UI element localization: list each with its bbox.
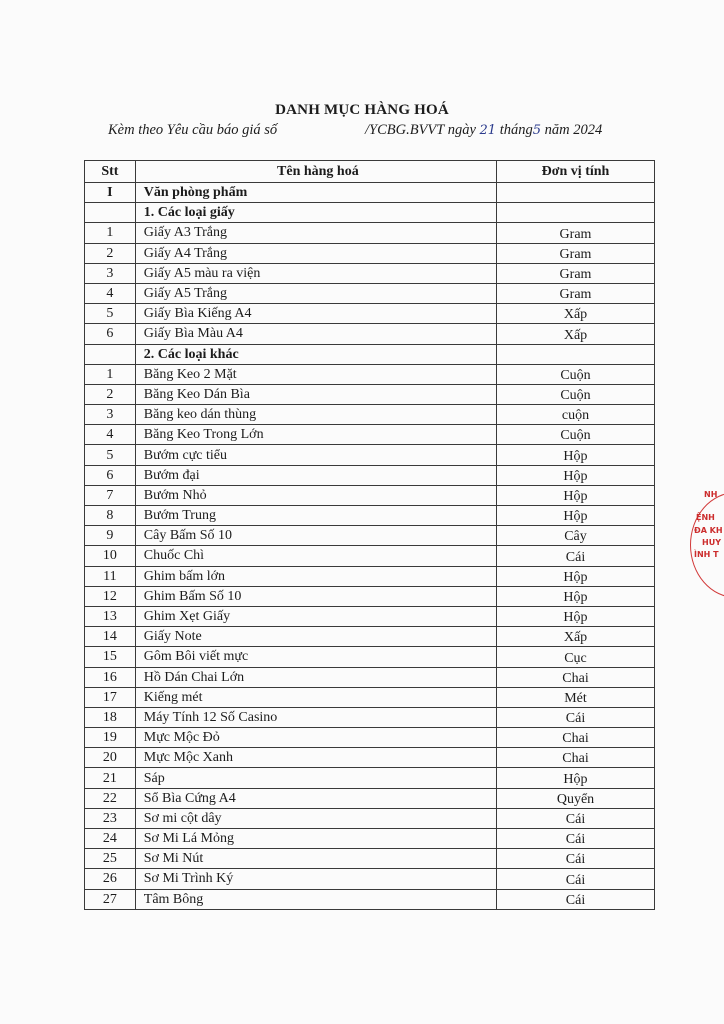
row-unit: Hộp (496, 768, 654, 788)
row-name: Giấy Note (135, 627, 496, 647)
row-stt: 2 (85, 243, 136, 263)
table-row (85, 829, 655, 849)
row-name: Giấy Bìa Màu A4 (135, 324, 496, 344)
row-stt: 24 (85, 829, 136, 849)
table-row (85, 283, 655, 303)
row-unit: Cái (496, 808, 654, 828)
table-row (85, 768, 655, 788)
row-stt: 10 (85, 546, 136, 566)
row-name: Mực Mộc Xanh (135, 748, 496, 768)
header-unit: Đơn vị tính (496, 161, 654, 183)
row-name: Giấy A3 Trắng (135, 223, 496, 243)
row-name: Gôm Bôi viết mực (135, 647, 496, 667)
handwritten-day: 21 (479, 123, 497, 138)
subtitle-prefix: Kèm theo Yêu cầu báo giá số (108, 122, 278, 138)
table-row (85, 506, 655, 526)
reference-label: /YCBG.BVVT ngày (365, 122, 476, 138)
section-row (85, 183, 655, 203)
row-unit: Hộp (496, 566, 654, 586)
row-stt: 25 (85, 849, 136, 869)
row-unit: Hộp (496, 485, 654, 505)
row-unit: Chai (496, 748, 654, 768)
table-row (85, 869, 655, 889)
row-stt: 23 (85, 808, 136, 828)
table-row (85, 223, 655, 243)
section-unit (496, 183, 654, 203)
stamp-text: ÌNH T (694, 550, 719, 559)
row-unit: Cuộn (496, 425, 654, 445)
row-unit: Xấp (496, 324, 654, 344)
table-row (85, 667, 655, 687)
row-unit: Quyển (496, 788, 654, 808)
handwritten-month: 5 (532, 123, 542, 138)
row-name: Sơ mi cột dây (135, 808, 496, 828)
row-stt: 8 (85, 506, 136, 526)
table-row (85, 526, 655, 546)
row-unit: Xấp (496, 627, 654, 647)
month-label: tháng (499, 122, 533, 138)
row-unit: Cái (496, 849, 654, 869)
row-unit: Gram (496, 283, 654, 303)
row-stt: 3 (85, 263, 136, 283)
table-row (85, 707, 655, 727)
row-name: Băng Keo 2 Mặt (135, 364, 496, 384)
row-unit: Cái (496, 869, 654, 889)
row-name: Giấy Bìa Kiếng A4 (135, 304, 496, 324)
row-name: Bướm Trung (135, 506, 496, 526)
row-stt: 26 (85, 869, 136, 889)
table-row (85, 566, 655, 586)
row-name: Ghim bấm lớn (135, 566, 496, 586)
stamp-text: ĐA KH (694, 526, 723, 535)
stamp-text: NH (704, 490, 718, 499)
table-row (85, 445, 655, 465)
row-name: Ghim Bấm Số 10 (135, 586, 496, 606)
table-row (85, 788, 655, 808)
table-row (85, 384, 655, 404)
row-stt: 19 (85, 728, 136, 748)
row-unit: Cục (496, 647, 654, 667)
row-name: Giấy A4 Trắng (135, 243, 496, 263)
row-stt: 11 (85, 566, 136, 586)
row-name: Bướm cực tiểu (135, 445, 496, 465)
row-name: Sáp (135, 768, 496, 788)
row-unit: Xấp (496, 304, 654, 324)
row-stt: 20 (85, 748, 136, 768)
table-row (85, 405, 655, 425)
header-name: Tên hàng hoá (135, 161, 496, 183)
row-stt: 14 (85, 627, 136, 647)
group-row (85, 203, 655, 223)
row-name: Giấy A5 Trắng (135, 283, 496, 303)
row-stt: 13 (85, 606, 136, 626)
table-row (85, 364, 655, 384)
row-unit: Cuộn (496, 364, 654, 384)
row-unit: Gram (496, 223, 654, 243)
row-stt: 5 (85, 445, 136, 465)
row-name: Bướm đại (135, 465, 496, 485)
year-label: năm 2024 (544, 122, 603, 138)
row-stt: 12 (85, 586, 136, 606)
row-unit: Cái (496, 546, 654, 566)
section-stt: I (85, 183, 136, 203)
row-name: Ghim Xẹt Giấy (135, 606, 496, 626)
row-unit: Cái (496, 707, 654, 727)
row-unit: Hộp (496, 445, 654, 465)
row-stt: 6 (85, 324, 136, 344)
table-row (85, 546, 655, 566)
row-unit: Gram (496, 263, 654, 283)
row-stt: 27 (85, 889, 136, 909)
row-name: Bướm Nhỏ (135, 485, 496, 505)
stamp-seal (688, 486, 724, 602)
row-unit: Mét (496, 687, 654, 707)
document-subtitle (108, 122, 603, 139)
row-unit: Hộp (496, 586, 654, 606)
group-name: 2. Các loại khác (135, 344, 496, 364)
row-stt: 4 (85, 425, 136, 445)
row-name: Máy Tính 12 Số Casino (135, 707, 496, 727)
row-stt: 2 (85, 384, 136, 404)
table-row (85, 889, 655, 909)
stamp-text: HUY (702, 538, 721, 547)
group-unit (496, 344, 654, 364)
row-name: Sơ Mi Trình Ký (135, 869, 496, 889)
row-name: Sơ Mi Lá Mỏng (135, 829, 496, 849)
row-stt: 5 (85, 304, 136, 324)
subtitle-reference (365, 122, 602, 139)
group-row (85, 344, 655, 364)
row-stt: 17 (85, 687, 136, 707)
table-row (85, 748, 655, 768)
group-stt (85, 344, 136, 364)
row-stt: 21 (85, 768, 136, 788)
row-name: Giấy A5 màu ra viện (135, 263, 496, 283)
header-stt: Stt (85, 161, 136, 183)
table-row (85, 304, 655, 324)
section-name: Văn phòng phẩm (135, 183, 496, 203)
row-name: Cây Bấm Số 10 (135, 526, 496, 546)
row-name: Tâm Bông (135, 889, 496, 909)
row-unit: Hộp (496, 465, 654, 485)
table-row (85, 627, 655, 647)
table-row (85, 324, 655, 344)
table-row (85, 647, 655, 667)
table-row (85, 606, 655, 626)
group-unit (496, 203, 654, 223)
row-stt: 6 (85, 465, 136, 485)
row-stt: 15 (85, 647, 136, 667)
table-row (85, 849, 655, 869)
row-name: Kiếng mét (135, 687, 496, 707)
row-unit: Cuộn (496, 384, 654, 404)
row-name: Hồ Dán Chai Lớn (135, 667, 496, 687)
group-stt (85, 203, 136, 223)
row-stt: 1 (85, 223, 136, 243)
row-unit: Cây (496, 526, 654, 546)
table-body (85, 183, 655, 910)
row-name: Sơ Mi Nút (135, 849, 496, 869)
table-row (85, 243, 655, 263)
row-name: Chuốc Chì (135, 546, 496, 566)
table-row (85, 485, 655, 505)
table-header-row (85, 161, 655, 183)
stamp-text: ỆNH (696, 513, 715, 522)
table-row (85, 586, 655, 606)
row-stt: 4 (85, 283, 136, 303)
row-name: Sổ Bìa Cứng A4 (135, 788, 496, 808)
row-stt: 22 (85, 788, 136, 808)
table-row (85, 728, 655, 748)
row-name: Băng Keo Dán Bìa (135, 384, 496, 404)
row-stt: 7 (85, 485, 136, 505)
row-unit: Hộp (496, 506, 654, 526)
row-stt: 16 (85, 667, 136, 687)
row-name: Băng keo dán thùng (135, 405, 496, 425)
goods-table (84, 160, 655, 910)
row-stt: 9 (85, 526, 136, 546)
row-unit: Hộp (496, 606, 654, 626)
table-row (85, 687, 655, 707)
document-title: DANH MỤC HÀNG HOÁ (275, 102, 449, 118)
row-unit: Chai (496, 667, 654, 687)
row-unit: Chai (496, 728, 654, 748)
table-row (85, 465, 655, 485)
group-name: 1. Các loại giấy (135, 203, 496, 223)
row-stt: 3 (85, 405, 136, 425)
row-name: Băng Keo Trong Lớn (135, 425, 496, 445)
row-unit: Gram (496, 243, 654, 263)
table-row (85, 263, 655, 283)
table-row (85, 808, 655, 828)
row-name: Mực Mộc Đỏ (135, 728, 496, 748)
row-unit: Cái (496, 829, 654, 849)
row-stt: 1 (85, 364, 136, 384)
table-row (85, 425, 655, 445)
row-unit: Cái (496, 889, 654, 909)
row-unit: cuộn (496, 405, 654, 425)
row-stt: 18 (85, 707, 136, 727)
